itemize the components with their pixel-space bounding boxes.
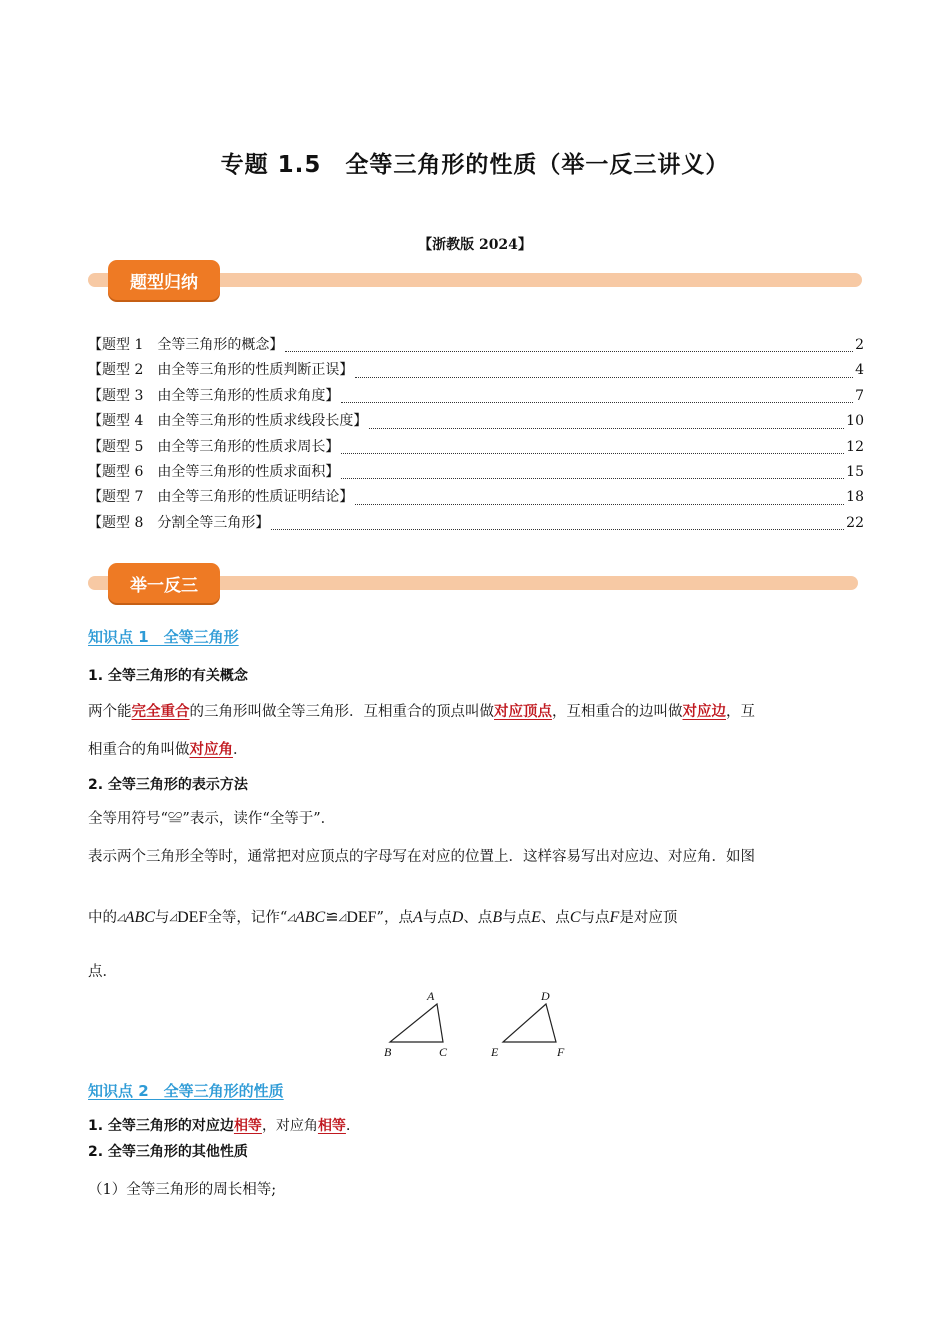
paragraph-notation: 表示两个三角形全等时，通常把对应顶点的字母写在对应的位置上．这样容易写出对应边、对应角．如图 [88,849,755,865]
vertex-label-d: D [541,989,550,1003]
table-of-contents [88,334,864,537]
highlight-term: 相等 [233,1118,262,1134]
toc-item[interactable]: 【题型 3 由全等三角形的性质求角度】 7 [88,387,864,404]
paragraph-symbol: 全等用符号“≌”表示，读作“全等于”． [88,811,336,827]
congruent-triangles-figure [370,985,580,1065]
triangle-abc [390,1004,443,1042]
section-banner-types: 题型归纳 [108,260,220,300]
toc-item[interactable]: 【题型 8 分割全等三角形】 22 [88,514,864,531]
toc-item[interactable]: 【题型 5 由全等三角形的性质求周长】 12 [88,438,864,455]
subheading-notation: 2. 全等三角形的表示方法 [88,777,248,793]
paragraph-definition-cont: 相重合的角叫做对应角． [88,742,248,758]
subheading-other-properties: 2. 全等三角形的其他性质 [88,1144,248,1160]
subheading-concepts: 1. 全等三角形的有关概念 [88,668,248,684]
section-banner-examples: 举一反三 [108,563,220,603]
highlight-term: 对应顶点 [494,704,552,720]
paragraph-example: 中的◿ABC与◿DEF全等，记作“◿ABC≌◿DEF”，点A与点D、点B与点E、点C与点F是对应顶 [88,909,678,926]
highlight-term: 对应角 [189,742,233,758]
vertex-label-a: A [427,989,435,1003]
property-line-1: 1. 全等三角形的对应边相等，对应角相等． [88,1118,360,1134]
property-perimeter: （1）全等三角形的周长相等; [88,1182,277,1198]
page-title: 专题 1.5 全等三角形的性质（举一反三讲义） [220,152,730,178]
paragraph-example-cont: 点． [88,964,117,980]
knowledge-point-1-heading: 知识点 1 全等三角形 [88,628,239,646]
toc-item[interactable]: 【题型 1 全等三角形的概念】 2 [88,337,864,353]
paragraph-definition: 两个能完全重合的三角形叫做全等三角形．互相重合的顶点叫做对应顶点，互相重合的边叫做对应边，互 [88,704,755,720]
edition-label: 【浙教版 2024】 [418,237,532,253]
vertex-label-e: E [491,1045,499,1059]
toc-item[interactable]: 【题型 7 由全等三角形的性质证明结论】 18 [88,489,864,506]
highlight-term: 相等 [317,1118,346,1134]
highlight-term: 完全重合 [131,704,190,720]
vertex-label-f: F [557,1045,565,1059]
triangle-def [503,1004,556,1042]
toc-item[interactable]: 【题型 2 由全等三角形的性质判断正误】 4 [88,362,864,379]
vertex-label-c: C [439,1045,448,1059]
toc-item[interactable]: 【题型 6 由全等三角形的性质求面积】 15 [88,463,864,480]
knowledge-point-2-heading: 知识点 2 全等三角形的性质 [88,1082,284,1100]
highlight-term: 对应边 [682,704,726,720]
toc-item[interactable]: 【题型 4 由全等三角形的性质求线段长度】 10 [88,413,864,430]
vertex-label-b: B [384,1045,392,1059]
